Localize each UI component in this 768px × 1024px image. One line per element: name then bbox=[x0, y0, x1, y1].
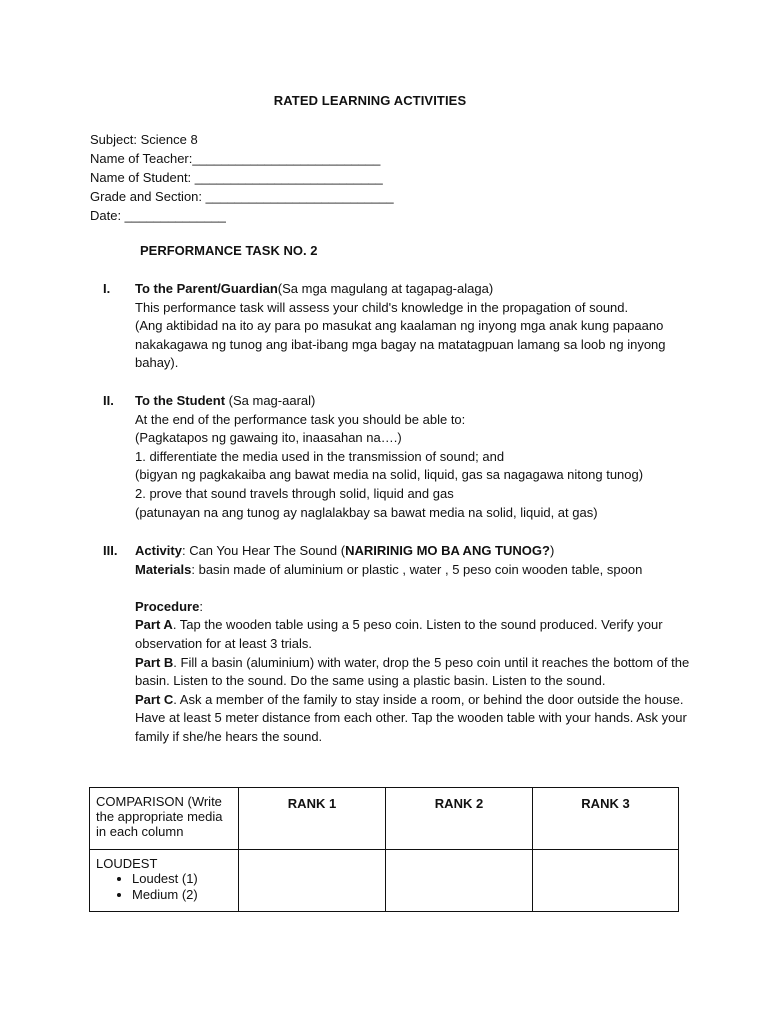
section-number: I. bbox=[103, 281, 111, 296]
section-text: 2. prove that sound travels through solid, liquid and gas bbox=[135, 485, 454, 501]
loudest-cell bbox=[90, 850, 239, 912]
activity-text: : Can You Hear The Sound ( bbox=[181, 543, 346, 558]
materials-label: Materials bbox=[135, 561, 192, 577]
section-text: 1. differentiate the media used in the transmission of sound; and bbox=[135, 448, 505, 464]
section-parent-guardian bbox=[103, 280, 693, 373]
part-b-text: . Fill a basin (aluminium) with water, drop the 5 peso coin until it reaches the bottom of the basin. Listen to the sound. Do the same using a plastic basin. Listen to the sound. bbox=[135, 654, 690, 689]
part-c-label: Part C bbox=[135, 691, 174, 707]
section-heading: To the Parent/Guardian bbox=[135, 281, 278, 296]
loudness-list bbox=[96, 871, 232, 903]
rank-3-header: RANK 3 bbox=[533, 788, 679, 850]
section-text: (patunayan na ang tunog ay naglalakbay sa bawat media na solid, liquid, at gas) bbox=[135, 504, 598, 520]
section-number: II. bbox=[103, 393, 114, 408]
part-a-text: . Tap the wooden table using a 5 peso coin. Listen to the sound produced. Verify your observation for at least 3 trials. bbox=[135, 617, 663, 651]
comparison-table bbox=[89, 787, 679, 912]
table-header-row bbox=[90, 788, 679, 850]
section-text: (Ang aktibidad na ito ay para po masukat ang kaalaman ng inyong mga anak kung papaano nakakagawa ng tunog ang ibat-ibang mga bagay na matatagpuan lamang sa loob ng inyong bahay). bbox=[135, 318, 666, 371]
section-heading-sub: (Sa mag-aaral) bbox=[225, 393, 316, 408]
section-text: At the end of the performance task you should be able to: bbox=[135, 411, 466, 427]
date-line: Date: ______________ bbox=[90, 208, 226, 223]
rank-2-header: RANK 2 bbox=[386, 788, 533, 850]
activity-title-tagalog: NARIRINIG MO BA ANG TUNOG? bbox=[345, 543, 550, 558]
task-title: PERFORMANCE TASK NO. 2 bbox=[140, 243, 318, 258]
part-b-label: Part B bbox=[135, 654, 174, 670]
rank-1-cell[interactable] bbox=[239, 850, 386, 912]
document-title: RATED LEARNING ACTIVITIES bbox=[273, 93, 467, 108]
activity-end: ) bbox=[549, 543, 555, 558]
teacher-line: Name of Teacher:__________________________ bbox=[90, 151, 381, 166]
procedure-colon: : bbox=[199, 598, 203, 614]
list-item: • Loudest (1) bbox=[132, 871, 232, 887]
section-heading-sub: (Sa mga magulang at tagapag-alaga) bbox=[277, 281, 494, 296]
section-student bbox=[103, 392, 693, 522]
section-text: This performance task will assess your child's knowledge in the propagation of sound. bbox=[135, 299, 629, 315]
rank-2-cell[interactable] bbox=[386, 850, 533, 912]
section-number: III. bbox=[103, 543, 118, 558]
procedure-label: Procedure bbox=[135, 598, 200, 614]
comparison-header-cell: COMPARISON (Write the appropriate media in each column bbox=[90, 788, 239, 850]
part-a-label: Part A bbox=[135, 617, 173, 633]
materials-text: : basin made of aluminium or plastic , water , 5 peso coin wooden table, spoon bbox=[191, 561, 643, 577]
section-text: (bigyan ng pagkakaiba ang bawat media na solid, liquid, gas sa nagagawa nitong tunog) bbox=[135, 467, 644, 483]
part-c-text: . Ask a member of the family to stay inside a room, or behind the door outside the house. Have at least 5 meter distance from each other. Tap the wooden table with your hands. Ask your family if she/he hears the sound. bbox=[135, 691, 687, 744]
rank-3-cell[interactable] bbox=[533, 850, 679, 912]
rank-1-header: RANK 1 bbox=[239, 788, 386, 850]
subject-line: Subject: Science 8 bbox=[90, 132, 198, 147]
student-line: Name of Student: __________________________ bbox=[90, 170, 383, 185]
grade-line: Grade and Section: __________________________ bbox=[90, 189, 394, 204]
section-heading: To the Student bbox=[135, 393, 226, 408]
list-item: • Medium (2) bbox=[132, 887, 232, 903]
section-activity bbox=[103, 542, 693, 747]
table-row bbox=[90, 850, 679, 912]
student-info bbox=[90, 130, 394, 225]
section-text: (Pagkatapos ng gawaing ito, inaasahan na….) bbox=[135, 430, 402, 446]
loudest-label: LOUDEST bbox=[96, 856, 158, 871]
activity-label: Activity bbox=[135, 543, 182, 558]
